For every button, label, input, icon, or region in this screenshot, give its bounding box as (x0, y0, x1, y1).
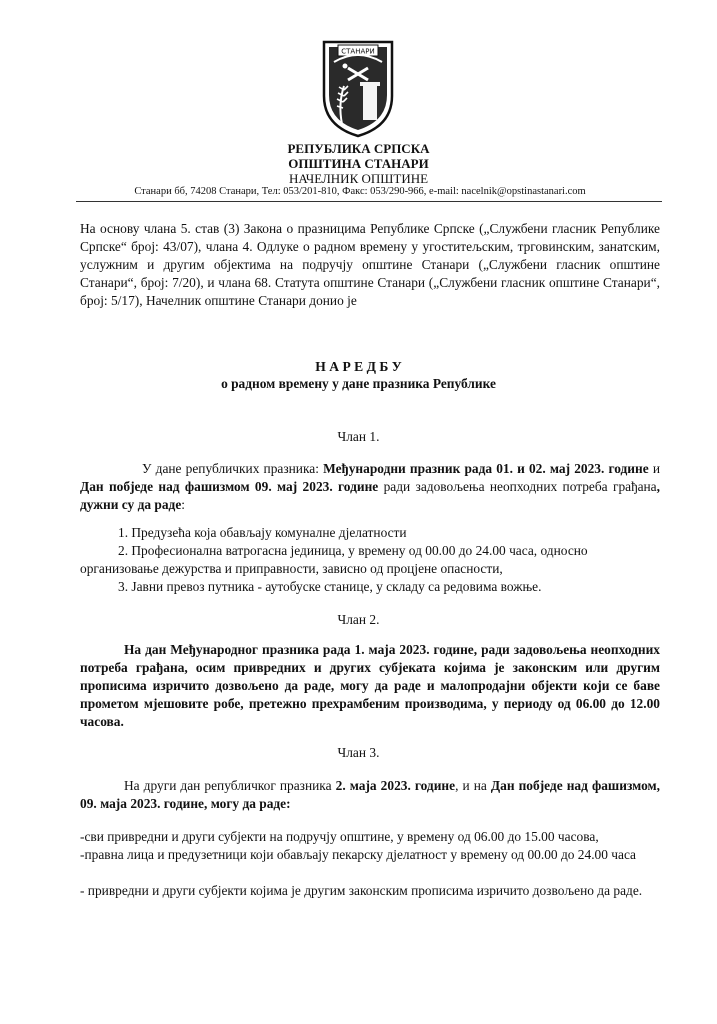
header-mayor: НАЧЕЛНИК ОПШТИНЕ (288, 171, 429, 186)
article-1-labor-day: Међународни празник рада 01. и 02. мај 2023. године (323, 461, 649, 476)
article-3-bullet-1: -сви привредни и други субјекти на подручју општине, у времену од 06.00 до 15.00 часова, (80, 829, 599, 844)
article-1-colon: : (181, 497, 186, 512)
header-divider (76, 201, 662, 202)
coat-of-arms-emblem (320, 38, 396, 138)
article-1-text-a: У дане републичких празника: (142, 461, 324, 476)
article-3-bullet-2: -правна лица и предузетници који обављају пекарску дјелатност у времену од 00.00 до 24.00 часа (80, 847, 637, 862)
article-1-item-2-cont: организовање дежурства и приправности, зависно од процјене опасности, (80, 561, 503, 576)
article-3-heading: Члан 3. (337, 745, 380, 760)
emblem-banner-text: СТАНАРИ (341, 47, 375, 56)
article-3-victory-day: Дан побједе над фашизмом, 09. маја 2023. године, могу да раде: (80, 778, 660, 811)
document-title: Н А Р Е Д Б У (315, 359, 402, 374)
header-municipality: ОПШТИНА СТАНАРИ (288, 156, 429, 171)
article-1-paragraph (80, 460, 660, 514)
preamble-paragraph: На основу члана 5. став (3) Закона о празницима Републике Српске („Службени гласник Републике Српске“ број: 43/07), члана 4. Одлуке о радном времену у угоститељским, трговинским, занатским, услужним и другим објектима на подручју општине Станари („Службени гласник општине Станари“, број: 7/20), и члана 68. Статута општине Станари („Службени гласник општине Станари“, број: 5/17), Начелник општине Станари донио је (80, 221, 660, 308)
article-1-item-3: 3. Јавни превоз путника - аутобуске станице, у складу са редовима вожње. (118, 579, 542, 594)
article-3-intro (80, 777, 660, 813)
article-3-intro-a: На други дан републичког празника (124, 778, 336, 793)
article-2-text: На дан Међународног празника рада 1. маја 2023. године, ради задовољења неопходних потреба грађана, осим привредних и других субјеката којима је законским или другим прописима изричито дозвољено да раде, могу да раде и малопродајни објекти који се баве прометом мјешовите робе, претежно прехрамбеним производима, у периоду од 06.00 до 12.00 часова. (80, 642, 660, 729)
article-3-date-2: 2. маја 2023. године (335, 778, 456, 793)
header-republic: РЕПУБЛИКА СРПСКА (287, 141, 430, 156)
article-3-intro-c: , и на (455, 778, 491, 793)
article-1-text-and: и (648, 461, 661, 476)
article-1-heading: Члан 1. (337, 429, 380, 444)
article-2-heading: Члан 2. (337, 612, 380, 627)
article-1-item-1: 1. Предузећа која обављају комуналне дјелатности (118, 525, 407, 540)
document-subtitle: о радном времену у дане празника Републике (221, 376, 496, 391)
article-3-bullet-3: - привредни и други субјекти којима је другим законским прописима изричито дозвољено да раде. (80, 883, 643, 898)
article-2-paragraph (80, 641, 660, 731)
article-1-text-b: ради задовољења неопходних потреба грађана (378, 479, 657, 494)
article-1-item-2: 2. Професионална ватрогасна јединица, у времену од 00.00 до 24.00 часа, односно (118, 543, 588, 558)
header-contact-line: Станари бб, 74208 Станари, Тел: 053/201-810, Факс: 053/290-966, e-mail: nacelnik@opstinastanari.com (134, 186, 586, 197)
article-1-victory-day: Дан побједе над фашизмом 09. мај 2023. године (80, 479, 379, 494)
article-1-obliged: , дужни су да раде (80, 479, 660, 512)
